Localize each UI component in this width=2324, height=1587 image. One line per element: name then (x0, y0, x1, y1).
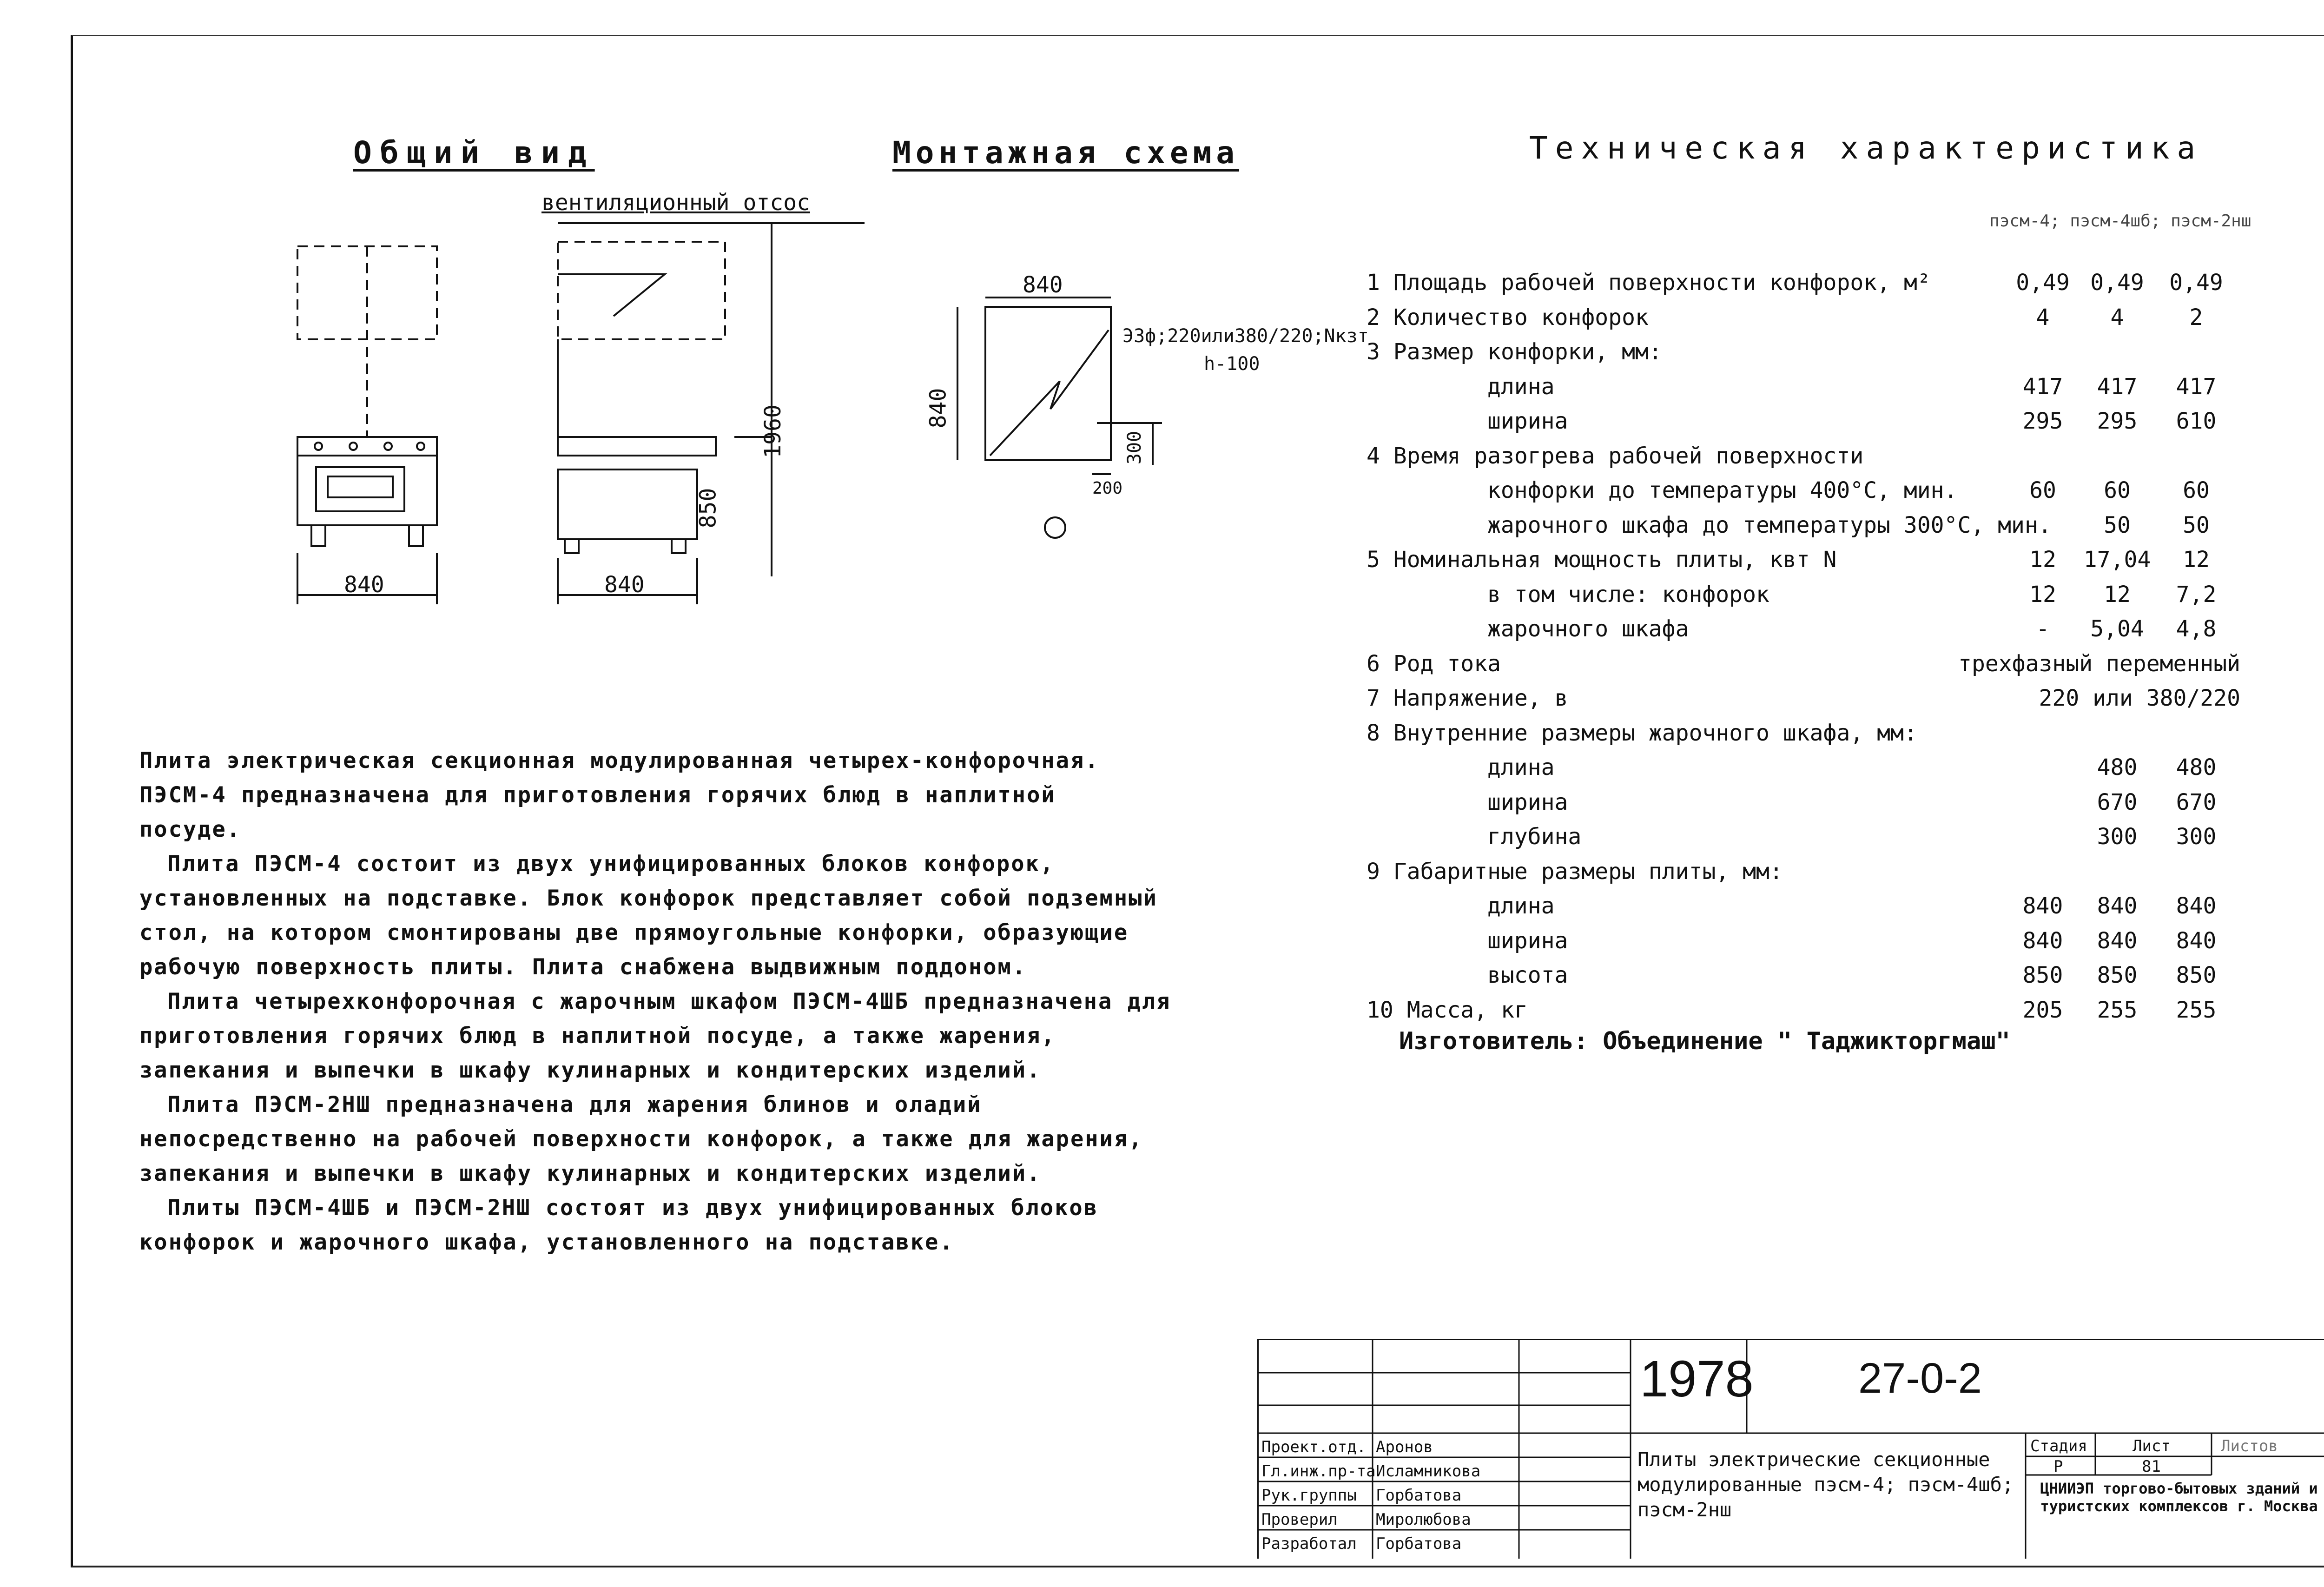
spec-value: 480 (2097, 754, 2138, 780)
spec-row-label: 10 Масса, кг (1367, 997, 1528, 1023)
general-view-drawing (279, 195, 837, 669)
spec-value: 12 (2104, 581, 2131, 608)
title-name: Плиты электрические секционные модулированные пэсм-4; пэсм-4шб; пэсм-2нш (1637, 1448, 2014, 1521)
mount-scheme-drawing (911, 270, 1329, 549)
spec-row-label: жарочного шкафа (1487, 616, 1689, 642)
spec-value: 220 или 380/220 (2039, 685, 2240, 711)
spec-value: 295 (2097, 408, 2138, 434)
spec-row-label: 8 Внутренние размеры жарочного шкафа, мм: (1367, 720, 1917, 746)
spec-value: 60 (2029, 477, 2056, 503)
spec-row-label: глубина (1487, 824, 1582, 850)
sheets-label: Листов (2221, 1437, 2278, 1455)
stage-label: Стадия (2030, 1437, 2087, 1455)
role-name: Горбатова (1376, 1486, 1462, 1505)
description-paragraph: Плита ПЭСМ-2НШ предназначена для жарения блинов и оладий непосредственно на рабочей поверхности конфорок, а также для жарения, запекания и выпечки в шкафу кулинарных и кондитерских изделий. (139, 1092, 1143, 1186)
spec-value: 300 (2176, 824, 2217, 850)
role-label: Проверил (1261, 1510, 1338, 1529)
spec-value: 4,8 (2176, 616, 2217, 642)
spec-value: 50 (2183, 512, 2210, 538)
height-table-label: 850 (695, 488, 721, 529)
role-name: Исламникова (1376, 1462, 1481, 1481)
spec-row-label: ширина (1487, 789, 1568, 815)
spec-value: 300 (2097, 824, 2138, 850)
role-label: Проект.отд. (1261, 1438, 1367, 1456)
spec-value: 840 (2022, 893, 2063, 919)
spec-value: 255 (2097, 997, 2138, 1023)
spec-row-label: 6 Род тока (1367, 650, 1501, 677)
title-block (1257, 1339, 2324, 1559)
spec-value: 840 (2022, 927, 2063, 954)
width-label-b: 840 (604, 572, 645, 598)
spec-value: 17,04 (2083, 547, 2151, 573)
spec-row-label: ширина (1487, 927, 1568, 954)
spec-value: 0,49 (2090, 270, 2144, 296)
spec-row-label: 7 Напряжение, в (1367, 685, 1568, 711)
spec-row-label: 1 Площадь рабочей поверхности конфорок, м² (1367, 270, 1931, 296)
spec-row-label: высота (1487, 962, 1568, 988)
dim-200-label: 200 (1092, 479, 1123, 498)
spec-row-label: в том числе: конфорок (1487, 581, 1769, 608)
spec-value: 5,04 (2090, 616, 2144, 642)
spec-value: 840 (2176, 893, 2217, 919)
role-label: Рук.группы (1261, 1486, 1357, 1505)
role-label: Гл.инж.пр-та (1261, 1462, 1376, 1481)
org-name: ЦНИИЭП торгово-бытовых зданий и туристских комплексов г. Москва (2040, 1480, 2318, 1515)
spec-value: 850 (2176, 962, 2217, 988)
spec-value: 7,2 (2176, 581, 2217, 608)
sheet-label: Лист (2133, 1437, 2171, 1455)
spec-row-label: ширина (1487, 408, 1568, 434)
stage-value: Р (2053, 1457, 2063, 1476)
spec-value: 850 (2022, 962, 2063, 988)
spec-row-label: длина (1487, 373, 1555, 400)
spec-value: 417 (2097, 373, 2138, 400)
spec-value: 4 (2036, 304, 2050, 331)
spec-value: 0,49 (2016, 270, 2070, 296)
spec-value: 840 (2097, 893, 2138, 919)
spec-value: 255 (2176, 997, 2217, 1023)
spec-value: 12 (2029, 547, 2056, 573)
spec-value: 60 (2183, 477, 2210, 503)
heading-tech-spec: Техническая характеристика (1529, 130, 2203, 166)
plan-width-label: 840 (1023, 272, 1063, 298)
spec-value: - (2036, 616, 2050, 642)
spec-value: 417 (2176, 373, 2217, 400)
description-paragraph: Плита ПЭСМ-4 состоит из двух унифицированных блоков конфорок, установленных на подставке. Блок конфорок представляет собой подземный стол, на котором смонтированы две прямоугольные конфорки, образующие рабочую поверхность плиты. Плита снабжена выдвижным поддоном. (139, 851, 1158, 980)
height-total-label: 1960 (759, 404, 786, 458)
spec-value: 12 (2029, 581, 2056, 608)
dim-300-label: 300 (1124, 430, 1146, 465)
title-year: 1978 (1640, 1350, 1754, 1408)
spec-value: 205 (2022, 997, 2063, 1023)
description-paragraph: Плита четырехконфорочная с жарочным шкафом ПЭСМ-4ШБ предназначена для приготовления горячих блюд в наплитной посуде, а также жарения, запекания и выпечки в шкафу кулинарных и кондитерских изделий. (139, 989, 1171, 1083)
spec-value: 850 (2097, 962, 2138, 988)
spec-value: 295 (2022, 408, 2063, 434)
spec-value: 670 (2176, 789, 2217, 815)
spec-value: 50 (2104, 512, 2131, 538)
spec-value: 12 (2183, 547, 2210, 573)
spec-table (1367, 270, 2296, 1060)
spec-row-label: 2 Количество конфорок (1367, 304, 1649, 331)
spec-maker: Изготовитель: Объединение " Таджикторгмаш" (1399, 1027, 2010, 1055)
spec-value: 480 (2176, 754, 2217, 780)
spec-value: 610 (2176, 408, 2217, 434)
spec-value: трехфазный переменный (1958, 650, 2240, 677)
spec-row-label: 9 Габаритные размеры плиты, мм: (1367, 858, 1783, 885)
role-name: Аронов (1376, 1438, 1433, 1456)
power-note: ЭЗф;220или380/220;Nкзт (1122, 325, 1369, 347)
spec-row-label: жарочного шкафа до температуры 300°С, мин. (1487, 512, 2052, 538)
vent-label: вентиляционный отсос (541, 190, 810, 216)
spec-value: 60 (2104, 477, 2131, 503)
heading-mount-scheme: Монтажная схема (892, 135, 1240, 171)
title-code: 27-0-2 (1858, 1355, 1982, 1402)
heading-general-view: Общий вид (353, 135, 595, 171)
role-name: Миролюбова (1376, 1510, 1471, 1529)
spec-row-label: 3 Размер конфорки, мм: (1367, 339, 1662, 365)
width-label-a: 840 (344, 572, 384, 598)
spec-row-label: длина (1487, 754, 1555, 780)
spec-value: 4 (2110, 304, 2124, 331)
spec-value: 0,49 (2169, 270, 2223, 296)
spec-value: 840 (2097, 927, 2138, 954)
spec-row-label: конфорки до температуры 400°С, мин. (1487, 477, 1958, 503)
plan-depth-label: 840 (925, 388, 951, 429)
description-paragraph: Плита электрическая секционная модулированная четырех-конфорочная. ПЭСМ-4 предназначена для приготовления горячих блюд в наплитной посуде. (139, 748, 1100, 842)
role-label: Разработал (1261, 1534, 1357, 1553)
spec-row-label: длина (1487, 893, 1555, 919)
description-paragraph: Плиты ПЭСМ-4ШБ и ПЭСМ-2НШ состоят из двух унифицированных блоков конфорок и жарочного шкафа, установленного на подставке. (139, 1195, 1098, 1255)
h-note: h-100 (1204, 353, 1260, 375)
spec-value: 417 (2022, 373, 2063, 400)
role-name: Горбатова (1376, 1534, 1462, 1553)
spec-model-header: пэсм-4; пэсм-4шб; пэсм-2нш (1989, 212, 2251, 231)
spec-value: 670 (2097, 789, 2138, 815)
sheet-value: 81 (2142, 1457, 2161, 1476)
spec-value: 2 (2189, 304, 2203, 331)
spec-row-label: 5 Номинальная мощность плиты, квт N (1367, 547, 1837, 573)
spec-row-label: 4 Время разогрева рабочей поверхности (1367, 443, 1864, 469)
spec-value: 840 (2176, 927, 2217, 954)
description-text (139, 744, 1171, 1260)
